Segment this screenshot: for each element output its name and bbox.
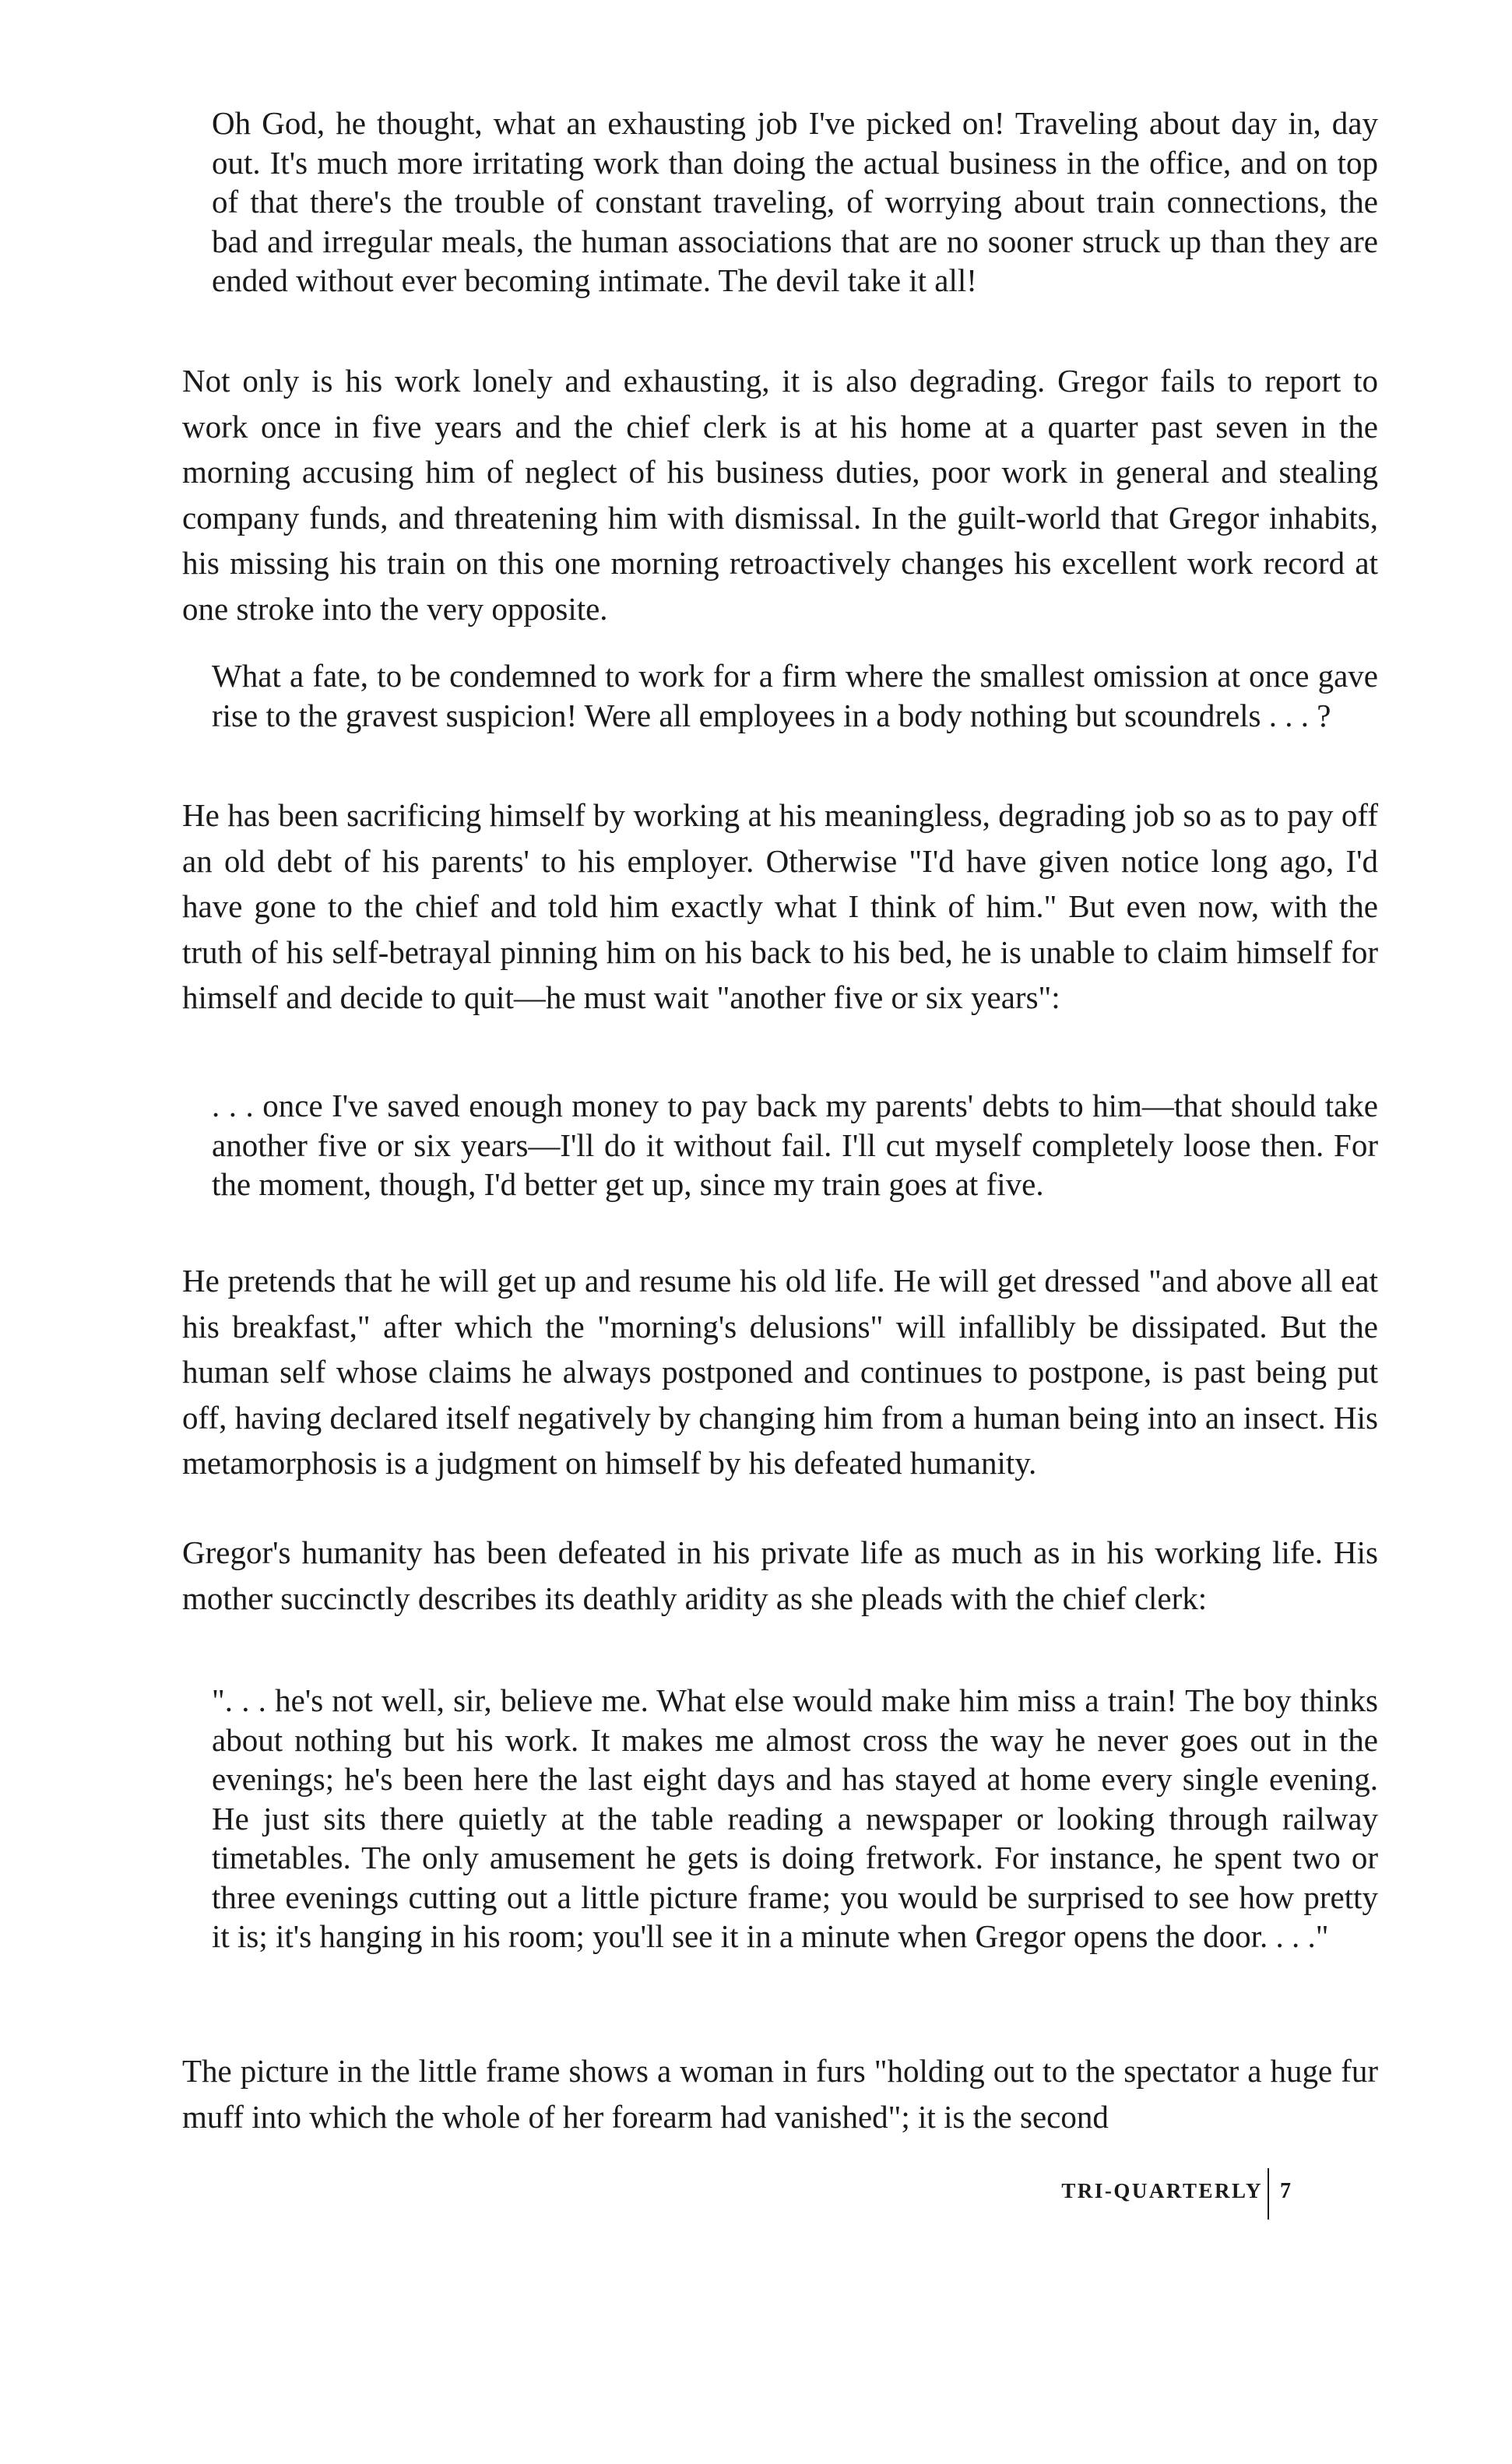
body-paragraph-1: Not only is his work lonely and exhausting, it is also degrading. Gregor fails to report to work once in five years and the chief clerk is at his home at a quarter past seven in the morning accusing him of neglect of his business duties, poor work in general and stealing company funds, and threatening him with dismissal. In the guilt-world that Gregor inhabits, his missing his train on this one morning retroactively changes his excellent work record at one stroke into the very opposite. (182, 363, 1378, 627)
body-paragraph-3: He pretends that he will get up and resume his old life. He will get dressed "and above all eat his breakfast," after which the "morning's delusions" will infallibly be dissipated. But the human self whose claims he always postponed and continues to postpone, is past being put off, having declared itself negatively by changing him from a human being into an insect. His metamorphosis is a judgment on himself by his defeated humanity. (182, 1263, 1378, 1481)
body-paragraph-2: He has been sacrificing himself by working at his meaningless, degrading job so as to pay off an old debt of his parents' to his employer. Otherwise "I'd have given notice long ago, I'd have gone to the chief and told him exactly what I think of him." But even now, with the truth of his self-betrayal pinning him on his back to his bed, he is unable to claim himself for himself and decide to quit—he must wait "another five or six years": (182, 797, 1378, 1015)
block-quote-4: ". . . he's not well, sir, believe me. What else would make him miss a train! The boy thinks about nothing but his work. It makes me almost cross the way he never goes out in the evenings; he's been here the last eight days and has stayed at home every single evening. He just sits there quietly at the table reading a newspaper or looking through railway timetables. The only amusement he gets is doing fretwork. For instance, he spent two or three evenings cutting out a little picture frame; you would be surprised to see how pretty it is; it's hanging in his room; you'll see it in a minute when Gregor opens the door. . . ." (212, 1682, 1378, 1954)
body-paragraph-5: The picture in the little frame shows a woman in furs "holding out to the spectator a huge fur muff into which the whole of her forearm had vanished"; it is the second (182, 2053, 1378, 2135)
footer-divider (1268, 2168, 1269, 2220)
block-quote-2: What a fate, to be condemned to work for a firm where the smallest omission at once gave rise to the gravest suspicion! Were all employees in a body nothing but scoundrels . . . ? (212, 658, 1378, 733)
journal-name: TRI-QUARTERLY (1061, 2179, 1263, 2202)
page-footer (981, 2168, 1308, 2220)
block-quote-3: . . . once I've saved enough money to pay back my parents' debts to him—that should take another five or six years—I'll do it without fail. I'll cut myself completely loose then. For the moment, though, I'd better get up, since my train goes at five. (212, 1088, 1378, 1202)
block-quote-1: Oh God, he thought, what an exhausting job I've picked on! Traveling about day in, day out. It's much more irritating work than doing the actual business in the office, and on top of that there's the trouble of constant traveling, of worrying about train connections, the bad and irregular meals, the human associations that are no sooner struck up than they are ended without ever becoming intimate. The devil take it all! (212, 105, 1378, 298)
page-number: 7 (1280, 2179, 1291, 2203)
body-paragraph-4: Gregor's humanity has been defeated in his private life as much as in his working life. His mother succinctly describes its deathly aridity as she pleads with the chief clerk: (182, 1534, 1378, 1616)
